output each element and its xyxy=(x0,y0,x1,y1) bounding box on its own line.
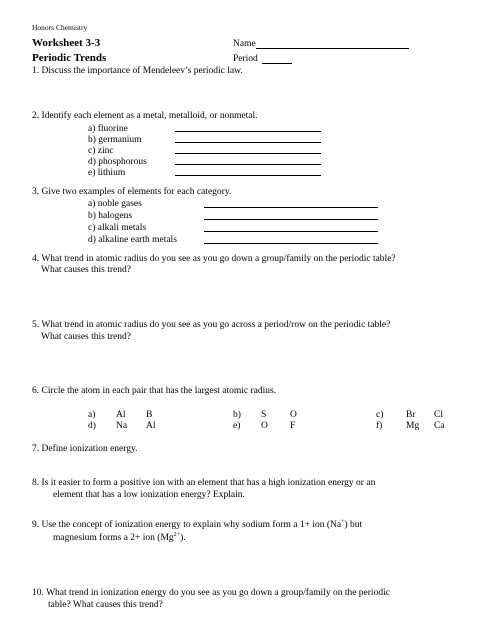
question-4-line-2: What causes this trend? xyxy=(41,265,131,275)
q3-item-c: c) alkali metals xyxy=(88,223,147,233)
q6-atom[interactable]: O xyxy=(290,410,297,420)
q6-atom[interactable]: Al xyxy=(146,421,156,431)
q2-item-c: c) zinc xyxy=(88,146,114,156)
q6-label-a: a) xyxy=(88,410,96,420)
question-2: 2. Identify each element as a metal, metalloid, or nonmetal. xyxy=(32,111,258,121)
q2-answer-line-a[interactable] xyxy=(175,131,321,132)
q2-answer-line-d[interactable] xyxy=(175,164,321,165)
q6-label-e: e) xyxy=(233,421,241,431)
q2-answer-line-b[interactable] xyxy=(175,142,321,143)
q6-label-c: c) xyxy=(376,410,384,420)
q6-label-b: b) xyxy=(233,410,241,420)
question-9-line-1: 9. Use the concept of ionization energy to explain why sodium form a 1+ ion (Na+) but xyxy=(32,519,363,530)
q6-atom[interactable]: B xyxy=(146,410,153,420)
q2-answer-line-e[interactable] xyxy=(175,175,321,176)
q6-atom[interactable]: Ca xyxy=(434,421,445,431)
question-4-line-1: 4. What trend in atomic radius do you see as you go down a group/family on the periodic table? xyxy=(32,254,396,264)
question-7: 7. Define ionization energy. xyxy=(32,444,138,454)
q3-item-a: a) noble gases xyxy=(88,199,142,209)
q6-atom[interactable]: Na xyxy=(116,421,128,431)
q6-atom[interactable]: Br xyxy=(406,410,416,420)
question-10-line-2: table? What causes this trend? xyxy=(48,600,163,610)
q6-atom[interactable]: S xyxy=(261,410,267,420)
question-8-line-2: element that has a low ionization energy? Explain. xyxy=(53,490,245,500)
q6-label-d: d) xyxy=(88,421,96,431)
question-5-line-1: 5. What trend in atomic radius do you see as you go across a period/row on the periodic table? xyxy=(32,320,391,330)
name-field-line[interactable] xyxy=(256,48,409,49)
period-label: Period xyxy=(233,54,258,64)
q3-item-d: d) alkaline earth metals xyxy=(88,235,177,245)
q2-item-b: b) germanium xyxy=(88,135,142,145)
q3-item-b: b) halogens xyxy=(88,211,133,221)
q6-atom[interactable]: O xyxy=(261,421,268,431)
subject-title: Periodic Trends xyxy=(32,52,107,64)
q2-item-e: e) lithium xyxy=(88,168,126,178)
q6-atom[interactable]: Al xyxy=(116,410,126,420)
q6-atom[interactable]: Cl xyxy=(434,410,443,420)
period-field-line[interactable] xyxy=(262,63,292,64)
q6-label-f: f) xyxy=(376,421,383,431)
question-6: 6. Circle the atom in each pair that has the largest atomic radius. xyxy=(32,386,277,396)
q6-atom[interactable]: Mg xyxy=(406,421,420,431)
q3-answer-line-b[interactable] xyxy=(204,219,378,220)
q6-atom[interactable]: F xyxy=(290,421,296,431)
q3-answer-line-c[interactable] xyxy=(204,231,378,232)
question-1: 1. Discuss the importance of Mendeleev’s periodic law. xyxy=(32,66,243,76)
question-10-line-1: 10. What trend in ionization energy do you see as you go down a group/family on the periodic xyxy=(32,588,390,598)
question-3: 3. Give two examples of elements for each category. xyxy=(32,187,232,197)
q2-item-a: a) fluorine xyxy=(88,124,128,134)
q3-answer-line-a[interactable] xyxy=(204,207,378,208)
worksheet-title: Worksheet 3-3 xyxy=(32,37,101,49)
question-8-line-1: 8. Is it easier to form a positive ion with an element that has a high ionization energy or an xyxy=(32,478,376,488)
question-9-line-2: magnesium forms a 2+ ion $(Mg^{2+})$. xyxy=(53,532,186,543)
course-label: Honors Chemistry xyxy=(32,23,88,32)
q3-answer-line-d[interactable] xyxy=(204,243,378,244)
q2-answer-line-c[interactable] xyxy=(175,153,321,154)
name-label: Name xyxy=(233,39,256,49)
question-5-line-2: What causes this trend? xyxy=(41,332,131,342)
q2-item-d: d) phosphorous xyxy=(88,157,147,167)
